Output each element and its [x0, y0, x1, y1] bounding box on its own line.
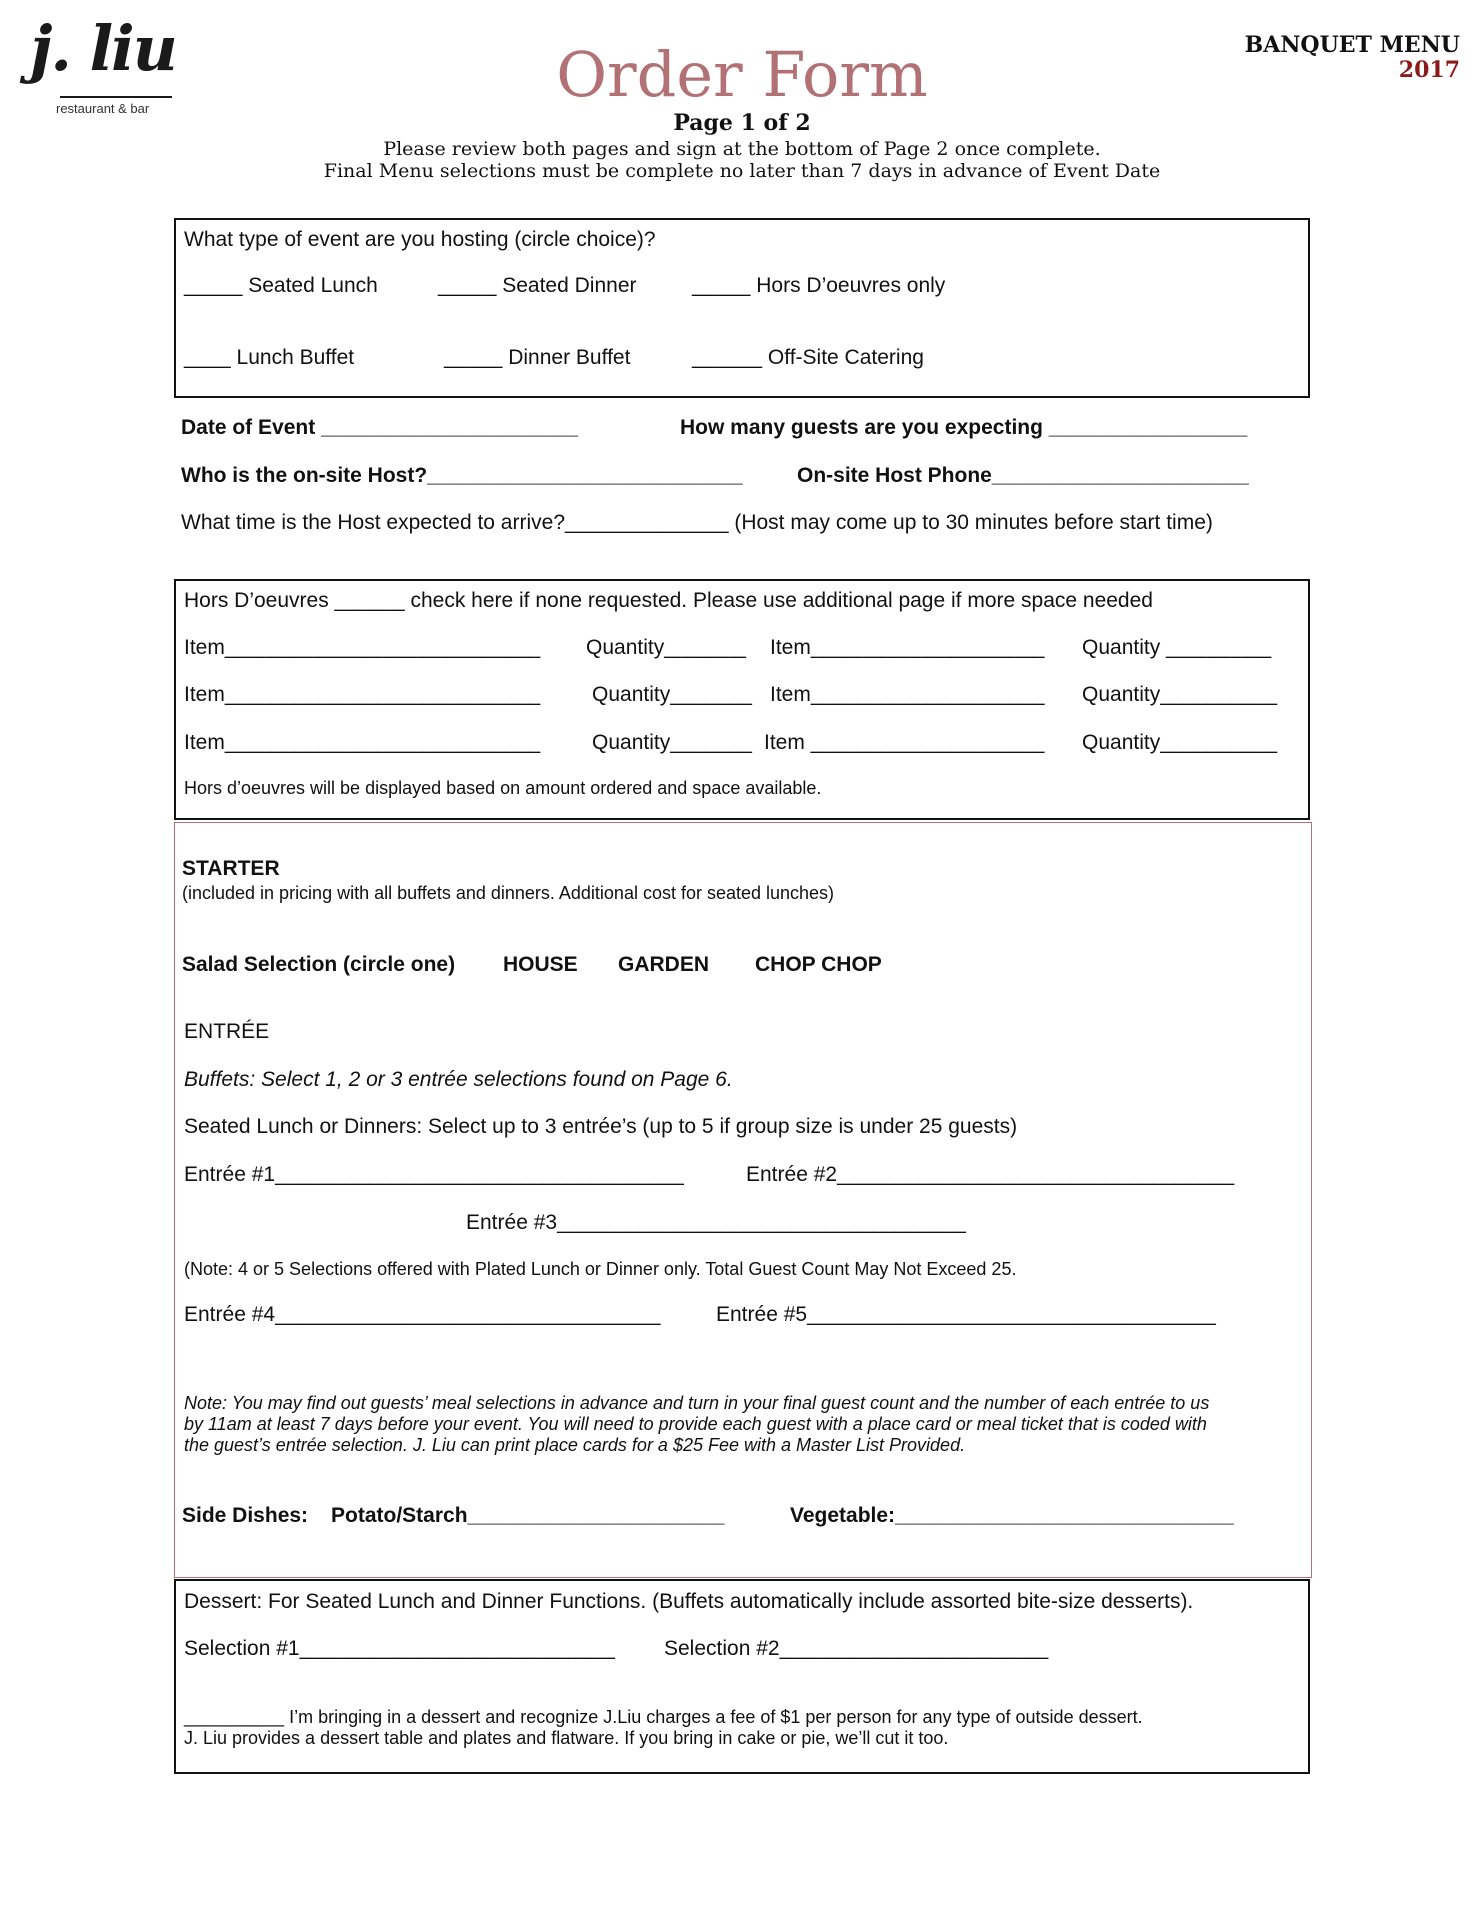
potato-starch-field[interactable]: Potato/Starch______________________	[331, 1504, 725, 1527]
logo: j. liu	[30, 12, 176, 85]
seated-note: Seated Lunch or Dinners: Select up to 3 entrée’s (up to 5 if group size is under 25 guests)	[184, 1115, 1018, 1138]
entree-5-field[interactable]: Entrée #5___________________________________	[716, 1303, 1216, 1326]
option-seated-lunch[interactable]: _____ Seated Lunch	[184, 274, 378, 297]
dessert-table-note: J. Liu provides a dessert table and plates and flatware. If you bring in cake or pie, we’ll cut it too.	[184, 1728, 949, 1748]
host-arrival-field[interactable]: What time is the Host expected to arrive?______________ (Host may come up to 30 minutes before start time)	[181, 511, 1213, 534]
outside-dessert-field[interactable]: __________ I’m bringing in a dessert and recognize J.Liu charges a fee of $1 per person for any type of outside dessert.	[184, 1707, 1143, 1727]
guest-selection-note-line-3: the guest’s entrée selection. J. Liu can print place cards for a $25 Fee with a Master List Provided.	[184, 1435, 966, 1455]
hors-item-field[interactable]: Item ____________________	[764, 731, 1045, 754]
option-dinner-buffet[interactable]: _____ Dinner Buffet	[444, 346, 631, 369]
hors-heading[interactable]: Hors D’oeuvres ______ check here if none requested. Please use additional page if more space needed	[184, 589, 1153, 612]
salad-selection-label: Salad Selection (circle one)	[182, 953, 456, 976]
vegetable-field[interactable]: Vegetable:_____________________________	[790, 1504, 1234, 1527]
event-type-question: What type of event are you hosting (circle choice)?	[184, 228, 656, 251]
hors-item-field[interactable]: Item____________________	[770, 636, 1045, 659]
entree-1-field[interactable]: Entrée #1___________________________________	[184, 1163, 684, 1186]
entree-2-field[interactable]: Entrée #2__________________________________	[746, 1163, 1235, 1186]
guest-count-field[interactable]: How many guests are you expecting _________________	[680, 416, 1248, 439]
hors-item-field[interactable]: Item___________________________	[184, 683, 541, 706]
date-of-event-field[interactable]: Date of Event ______________________	[181, 416, 578, 439]
side-dishes-label: Side Dishes:	[182, 1504, 309, 1527]
entree-3-field[interactable]: Entrée #3___________________________________	[466, 1211, 966, 1234]
hors-item-field[interactable]: Item___________________________	[184, 636, 541, 659]
hors-item-field[interactable]: Item___________________________	[184, 731, 541, 754]
option-seated-dinner[interactable]: _____ Seated Dinner	[438, 274, 637, 297]
option-lunch-buffet[interactable]: ____ Lunch Buffet	[184, 346, 355, 369]
entree-4-field[interactable]: Entrée #4_________________________________	[184, 1303, 661, 1326]
hors-item-field[interactable]: Item____________________	[770, 683, 1045, 706]
guest-selection-note-line-2: by 11am at least 7 days before your event. You will need to provide each guest with a place card or meal ticket that is coded with	[184, 1414, 1207, 1434]
hors-quantity-field[interactable]: Quantity_______	[592, 731, 752, 754]
salad-option-house[interactable]: HOUSE	[503, 953, 578, 976]
logo-subtitle: restaurant & bar	[56, 101, 150, 116]
starter-entree-section	[174, 822, 1312, 1578]
hors-quantity-field[interactable]: Quantity_______	[586, 636, 746, 659]
hors-note: Hors d’oeuvres will be displayed based on amount ordered and space available.	[184, 778, 822, 798]
dessert-selection-2-field[interactable]: Selection #2_______________________	[664, 1637, 1049, 1660]
selection-limit-note: (Note: 4 or 5 Selections offered with Plated Lunch or Dinner only. Total Guest Count May Not Exceed 25.	[184, 1259, 1017, 1279]
option-hors-doeuvres-only[interactable]: _____ Hors D’oeuvres only	[692, 274, 946, 297]
salad-option-garden[interactable]: GARDEN	[618, 953, 710, 976]
starter-subtitle: (included in pricing with all buffets and dinners. Additional cost for seated lunches)	[182, 883, 835, 903]
entree-heading: ENTRÉE	[184, 1020, 270, 1043]
hors-quantity-field[interactable]: Quantity__________	[1082, 731, 1277, 754]
hors-quantity-field[interactable]: Quantity _________	[1082, 636, 1272, 659]
page-title: Order Form	[556, 38, 928, 111]
dessert-section	[174, 1579, 1310, 1774]
buffets-note: Buffets: Select 1, 2 or 3 entrée selections found on Page 6.	[184, 1068, 733, 1091]
hors-quantity-field[interactable]: Quantity__________	[1082, 683, 1277, 706]
onsite-host-phone-field[interactable]: On-site Host Phone______________________	[797, 464, 1249, 487]
salad-option-chop-chop[interactable]: CHOP CHOP	[755, 953, 882, 976]
starter-heading: STARTER	[182, 857, 280, 880]
instruction-line-1: Please review both pages and sign at the bottom of Page 2 once complete.	[383, 138, 1101, 160]
banquet-menu-label: BANQUET MENU	[1244, 32, 1460, 58]
guest-selection-note-line-1: Note: You may find out guests’ meal selections in advance and turn in your final guest count and the number of each entrée to us	[184, 1393, 1210, 1413]
page-indicator: Page 1 of 2	[673, 110, 811, 136]
instruction-line-2: Final Menu selections must be complete no later than 7 days in advance of Event Date	[323, 160, 1161, 182]
option-offsite-catering[interactable]: ______ Off-Site Catering	[692, 346, 924, 369]
hors-quantity-field[interactable]: Quantity_______	[592, 683, 752, 706]
year-label: 2017	[1398, 57, 1460, 83]
event-type-section	[174, 218, 1310, 398]
hors-doeuvres-section	[174, 579, 1310, 820]
dessert-heading: Dessert: For Seated Lunch and Dinner Functions. (Buffets automatically include assorted bite-size desserts).	[184, 1590, 1194, 1613]
dessert-selection-1-field[interactable]: Selection #1___________________________	[184, 1637, 615, 1660]
onsite-host-field[interactable]: Who is the on-site Host?___________________________	[181, 464, 743, 487]
